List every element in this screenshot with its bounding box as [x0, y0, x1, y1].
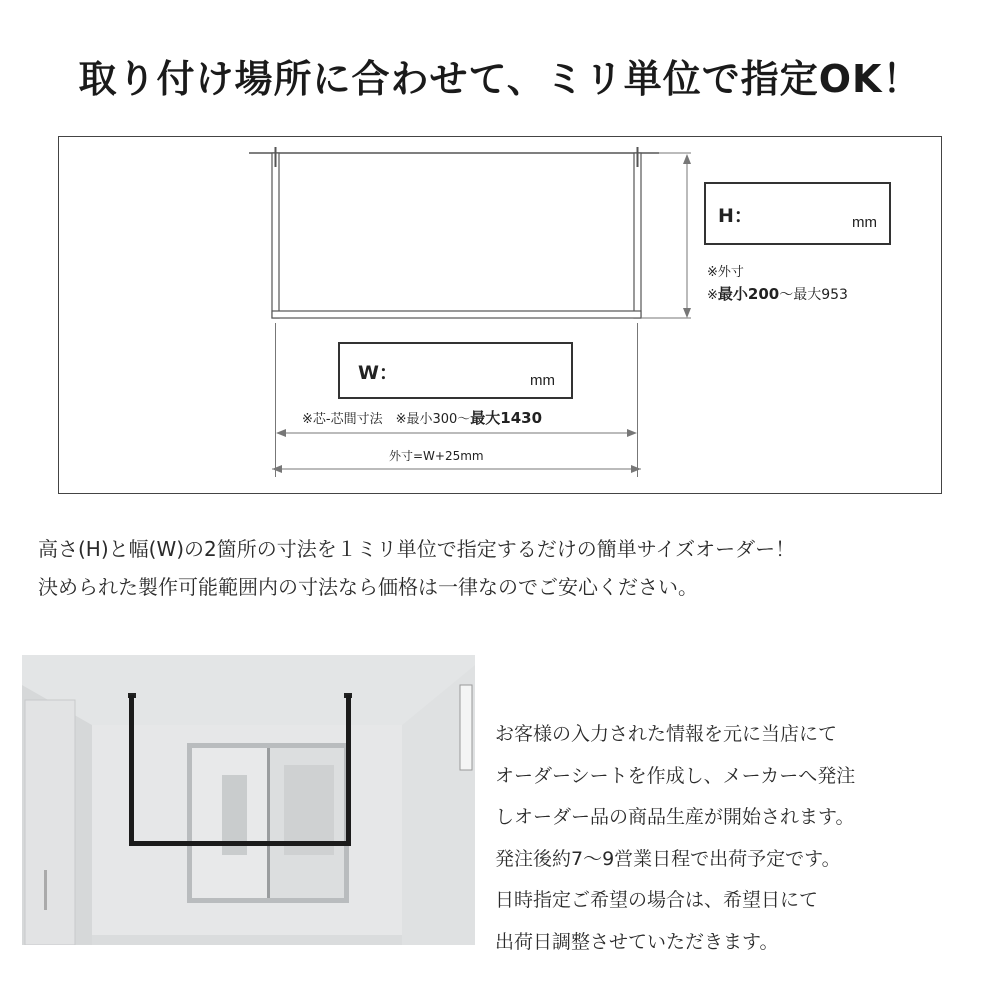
order-info — [495, 714, 855, 963]
info-line: お客様の入力された情報を元に当店にて — [495, 723, 838, 745]
width-unit: mm — [530, 372, 555, 389]
info-line: オーダーシートを作成し、メーカーへ発注 — [495, 764, 856, 787]
height-input-box — [704, 182, 891, 245]
height-label: H： — [718, 205, 753, 227]
height-note-range: ※最小200～最大953 — [707, 285, 848, 303]
description — [38, 530, 795, 606]
page-title: 取り付け場所に合わせて、ミリ単位で指定OK！ — [78, 57, 922, 101]
info-line: 発注後約7～9営業日程で出荷予定です。 — [495, 847, 841, 870]
room-illustration — [22, 655, 475, 945]
width-note: ※芯-芯間寸法 ※最小300～最大1430 — [302, 409, 543, 427]
height-note-outer: ※外寸 — [707, 265, 744, 280]
description-line: 高さ(H)と幅(W)の2箇所の寸法を１ミリ単位で指定するだけの簡単サイズオーダー！ — [38, 537, 796, 561]
info-line: しオーダー品の商品生産が開始されます。 — [495, 806, 855, 828]
outer-size-note: 外寸=W+25mm — [389, 449, 484, 463]
height-max: ～最大953 — [779, 287, 848, 303]
info-line: 出荷日調整させていただきます。 — [495, 930, 779, 953]
right-pole — [634, 153, 641, 318]
info-line: 日時指定ご希望の場合は、希望日にて — [495, 889, 819, 911]
height-unit: mm — [852, 214, 877, 231]
width-input-box — [338, 342, 573, 399]
height-min: 最小200 — [717, 285, 780, 303]
bottom-bar — [272, 311, 641, 318]
room-photo — [22, 655, 475, 945]
size-diagram — [58, 136, 942, 494]
width-label: W： — [358, 362, 398, 384]
description-line: 決められた製作可能範囲内の寸法なら価格は一律なのでご安心ください。 — [38, 575, 698, 599]
width-max: 最大1430 — [470, 409, 543, 427]
left-pole — [272, 153, 279, 318]
